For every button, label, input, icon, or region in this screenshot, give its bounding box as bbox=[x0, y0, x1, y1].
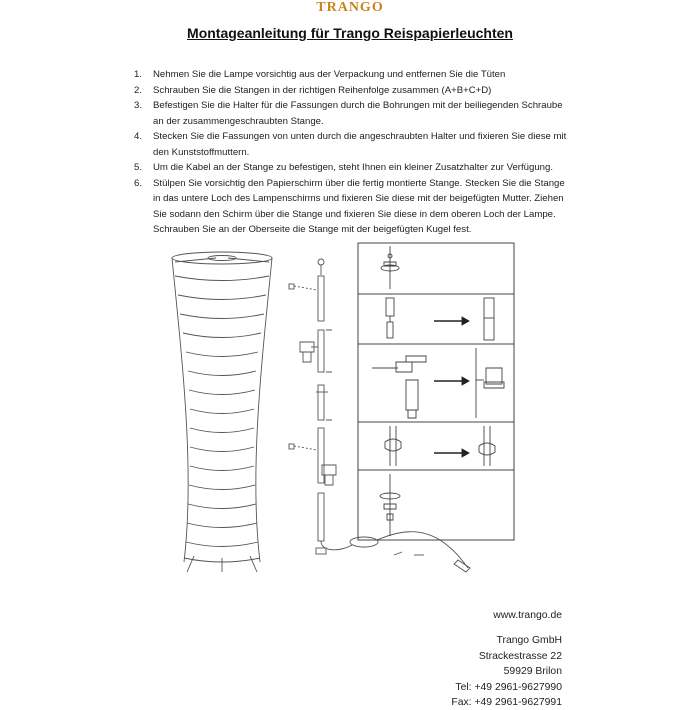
arrow-icon bbox=[434, 317, 469, 457]
step-text: Befestigen Sie die Halter für die Fassungen durch die Bohrungen mit der beiliegenden Schraube an der zusammengeschraubten Stange. bbox=[153, 100, 563, 127]
pole-assembly-drawing bbox=[289, 259, 470, 572]
instruction-step bbox=[134, 83, 574, 99]
page-title: Montageanleitung für Trango Reispapierleuchten bbox=[187, 25, 513, 41]
company-name: Trango GmbH bbox=[496, 635, 562, 647]
step-number: 1. bbox=[134, 69, 143, 80]
trango-logo: TRANGO bbox=[316, 0, 384, 15]
detail-panels bbox=[358, 243, 514, 540]
step-number: 6. bbox=[134, 177, 143, 189]
step-number: 4. bbox=[134, 131, 143, 142]
step-text: Um die Kabel an der Stange zu befestigen, steht Ihnen ein kleiner Zusatzhalter zur Verfügung. bbox=[153, 162, 553, 173]
step-number: 3. bbox=[134, 100, 143, 111]
fax-number: Fax: +49 2961-9627991 bbox=[451, 697, 562, 709]
instruction-step bbox=[134, 129, 574, 160]
instruction-step bbox=[134, 160, 574, 176]
street-address: Strackestrasse 22 bbox=[478, 650, 562, 662]
step-number: 2. bbox=[134, 84, 143, 96]
paper-lampshade-drawing bbox=[172, 252, 272, 572]
instruction-step bbox=[134, 176, 574, 238]
contact-block bbox=[451, 608, 562, 710]
city-address: 59929 Brilon bbox=[503, 666, 562, 678]
instruction-step bbox=[134, 98, 574, 129]
step-text: Nehmen Sie die Lampe vorsichtig aus der Verpackung und entfernen Sie die Tüten bbox=[153, 69, 506, 80]
assembly-diagram bbox=[160, 240, 520, 580]
instruction-list bbox=[134, 67, 574, 238]
instruction-step bbox=[134, 67, 574, 83]
phone-number: Tel: +49 2961-9627990 bbox=[455, 681, 562, 693]
step-text: Stecken Sie die Fassungen von unten durch die angeschraubten Halter und fixieren Sie diese mit den Kunststoffmuttern. bbox=[153, 131, 567, 158]
website-link[interactable]: www.trango.de bbox=[493, 610, 562, 621]
step-text: Stülpen Sie vorsichtig den Papierschirm über die fertig montierte Stange. Stecken Sie die Stange in das untere Loch des Lampenschirms und fixieren Sie diese mit der beigefügten Mutter. Ziehen Sie sodann den Schirm über die Stange und fixieren Sie diese in dem oberen Loch der Lampe. Schrauben Sie an der Oberseite die Stange mit der beigefügten Kugel fest. bbox=[153, 177, 565, 235]
step-number: 5. bbox=[134, 162, 143, 173]
step-text: Schrauben Sie die Stangen in der richtigen Reihenfolge zusammen (A+B+C+D) bbox=[153, 84, 492, 96]
